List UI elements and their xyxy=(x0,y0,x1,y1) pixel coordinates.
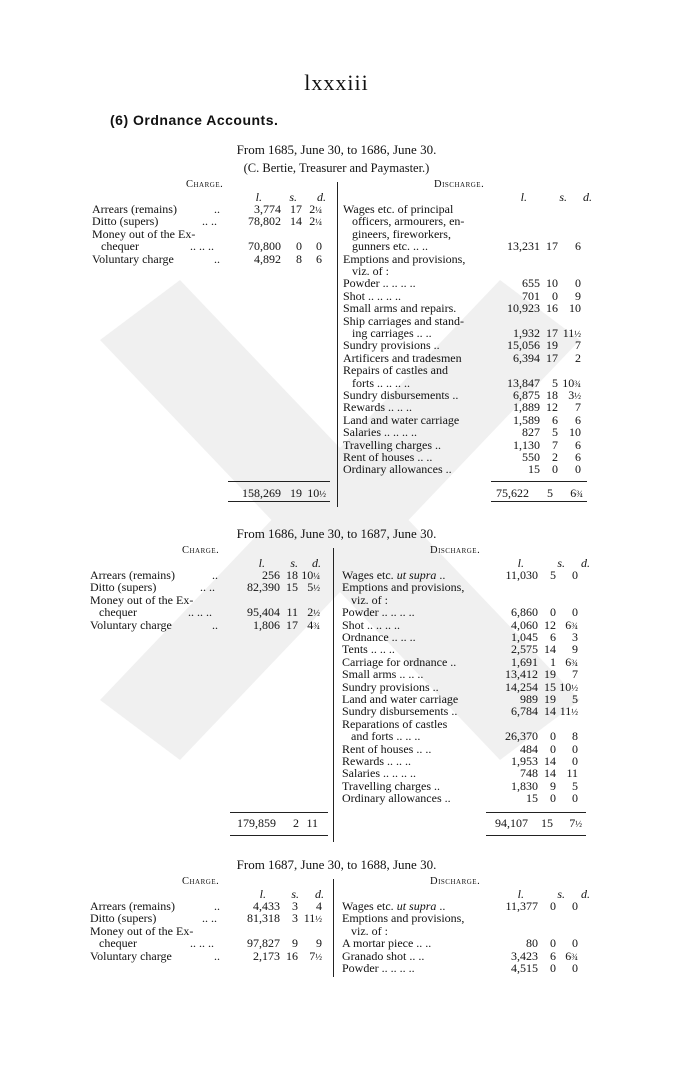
amount-pence: 7 xyxy=(575,400,581,415)
amount-pence: 3 xyxy=(572,630,578,644)
amount-pounds: 655 xyxy=(522,276,540,291)
leader-dots: .. .. xyxy=(202,214,217,229)
discharge-label: Tents .. .. .. xyxy=(342,642,395,657)
discharge-row xyxy=(0,228,673,241)
discharge-row xyxy=(0,253,673,266)
amount-pounds: 15,056 xyxy=(507,338,540,353)
discharge-label: officers, armourers, en- xyxy=(343,214,465,229)
total-pence: 7½ xyxy=(569,816,582,830)
leader-dots: .. xyxy=(214,251,220,266)
charge-label: Money out of the Ex- xyxy=(92,226,196,241)
discharge-row xyxy=(0,302,673,315)
discharge-label: Repairs of castles and xyxy=(343,363,448,378)
leader-dots: .. .. .. xyxy=(190,936,214,951)
charge-label: Ditto (supers) xyxy=(90,580,157,595)
amount-pence: 7½ xyxy=(309,948,322,963)
amount-shillings: 7 xyxy=(552,437,558,452)
total-pounds: 94,107 xyxy=(495,816,528,830)
amount-pounds: 4,433 xyxy=(253,899,280,913)
amount-pence: 6¾ xyxy=(565,654,578,669)
discharge-heading: Discharge. xyxy=(434,179,485,190)
amount-pounds: 1,953 xyxy=(511,754,538,768)
amount-pounds: 82,390 xyxy=(247,580,280,595)
amount-shillings: 6 xyxy=(550,630,556,644)
discharge-label: Wages etc. ut supra .. xyxy=(342,568,446,582)
amount-pence: 2 xyxy=(575,350,581,365)
charge-label: Voluntary charge xyxy=(90,948,172,963)
amount-pence: 6 xyxy=(575,412,581,427)
discharge-row xyxy=(0,569,673,582)
charge-heading: Charge. xyxy=(182,876,220,887)
discharge-label: Sundry disbursements .. xyxy=(342,704,458,719)
amount-shillings: 15 xyxy=(286,580,298,595)
amount-pence: 11½ xyxy=(559,704,578,719)
amount-pence: 0 xyxy=(572,754,578,768)
discharge-row xyxy=(0,215,673,228)
amount-pence: 2½ xyxy=(307,605,320,620)
discharge-row xyxy=(0,426,673,439)
charge-heading: Charge. xyxy=(182,545,220,556)
total-shillings: 15 xyxy=(541,816,553,830)
amount-pence: 10¼ xyxy=(301,568,320,582)
amount-pounds: 989 xyxy=(520,692,538,706)
amount-pence: 11½ xyxy=(303,911,322,926)
total-shillings: 2 xyxy=(293,816,299,830)
charge-label: Arrears (remains) xyxy=(90,568,175,582)
amount-shillings: 17 xyxy=(286,617,298,632)
amount-shillings: 1 xyxy=(550,654,556,669)
amount-pounds: 4,060 xyxy=(511,617,538,632)
discharge-label: viz. of : xyxy=(342,923,388,938)
amount-shillings: 15 xyxy=(544,679,556,694)
amount-pence: 0 xyxy=(572,605,578,620)
discharge-label: Ordinary allowances .. xyxy=(342,791,451,806)
amount-pence: 10 xyxy=(569,301,581,316)
discharge-row xyxy=(0,912,673,925)
discharge-label: Shot .. .. .. .. xyxy=(342,617,401,632)
discharge-label: Small arms and repairs. xyxy=(343,301,457,316)
amount-pounds: 3,423 xyxy=(511,948,538,963)
discharge-total-rule-bottom xyxy=(491,501,587,502)
amount-shillings: 0 xyxy=(550,605,556,620)
period-heading: From 1687, June 30, to 1688, June 30. xyxy=(236,857,437,872)
discharge-label: Wages etc. ut supra .. xyxy=(342,899,446,913)
amount-pence: 4 xyxy=(316,899,322,913)
amount-shillings: 0 xyxy=(296,239,302,254)
amount-pence: 0 xyxy=(575,462,581,477)
amount-shillings: 5 xyxy=(552,375,558,390)
amount-pence: 0 xyxy=(575,276,581,291)
amount-pence: 6 xyxy=(575,239,581,254)
discharge-total-row xyxy=(0,487,673,500)
charge-label: Arrears (remains) xyxy=(90,899,175,913)
amount-pounds: 97,827 xyxy=(247,936,280,951)
amount-pence: 6¾ xyxy=(565,948,578,963)
amount-shillings: 6 xyxy=(550,948,556,963)
discharge-label: Sundry disbursements .. xyxy=(343,388,459,402)
amount-pence: 2¼ xyxy=(309,214,322,229)
amount-pounds: 1,130 xyxy=(513,437,540,452)
amount-pence: 0 xyxy=(572,961,578,975)
amount-pounds: 1,806 xyxy=(253,617,280,632)
amount-pounds: 15 xyxy=(526,791,538,806)
amount-pounds: 748 xyxy=(520,766,538,781)
amount-pounds: 1,589 xyxy=(513,412,540,427)
amount-shillings: 14 xyxy=(544,704,556,719)
discharge-total-row xyxy=(0,817,673,830)
charge-label: chequer xyxy=(92,239,139,254)
discharge-row xyxy=(0,900,673,913)
total-pounds: 75,622 xyxy=(496,486,529,500)
amount-pence: 8 xyxy=(572,729,578,744)
amount-pounds: 2,173 xyxy=(253,948,280,963)
discharge-row xyxy=(0,643,673,656)
discharge-row xyxy=(0,203,673,216)
amount-pounds: 1,889 xyxy=(513,400,540,415)
discharge-label: Reparations of castles xyxy=(342,716,448,731)
amount-pence: 5 xyxy=(572,692,578,706)
amount-shillings: 9 xyxy=(550,778,556,793)
discharge-row xyxy=(0,352,673,365)
amount-pence: 0 xyxy=(572,899,578,913)
amount-pounds: 13,847 xyxy=(507,375,540,390)
charge-label: Voluntary charge xyxy=(90,617,172,632)
amount-shillings: 12 xyxy=(546,400,558,415)
amount-shillings: 3 xyxy=(292,899,298,913)
amount-shillings: 0 xyxy=(552,288,558,303)
discharge-row xyxy=(0,389,673,402)
amount-shillings: 19 xyxy=(546,338,558,353)
discharge-label: Rent of houses .. .. xyxy=(343,450,433,464)
amount-pounds: 78,802 xyxy=(248,214,281,229)
total-pence: 10½ xyxy=(307,486,326,500)
amount-pence: 5½ xyxy=(307,580,320,595)
charge-label: chequer xyxy=(90,936,137,951)
discharge-label: Salaries .. .. .. .. xyxy=(342,766,416,781)
amount-pounds: 11,030 xyxy=(505,568,538,582)
amount-pounds: 1,045 xyxy=(511,630,538,644)
amount-pounds: 13,412 xyxy=(505,667,538,682)
amount-pounds: 3,774 xyxy=(254,202,281,216)
amount-shillings: 2 xyxy=(552,450,558,464)
discharge-label: Shot .. .. .. .. xyxy=(343,288,402,303)
discharge-label: Artificers and tradesmen xyxy=(343,350,462,365)
amount-pence: 6 xyxy=(575,450,581,464)
amount-shillings: 8 xyxy=(296,251,302,266)
discharge-label: Land and water carriage xyxy=(342,692,459,706)
amount-shillings: 16 xyxy=(286,948,298,963)
discharge-row xyxy=(0,693,673,706)
amount-pounds: 26,370 xyxy=(505,729,538,744)
amount-shillings: 17 xyxy=(546,239,558,254)
discharge-label: Sundry provisions .. xyxy=(342,679,439,694)
charge-total-rule-bottom xyxy=(228,501,330,502)
charge-label: Ditto (supers) xyxy=(90,911,157,926)
discharge-row xyxy=(0,937,673,950)
discharge-label: Small arms .. .. .. xyxy=(342,667,424,682)
amount-pence: 3½ xyxy=(568,388,581,402)
charge-total-rule xyxy=(228,481,330,482)
total-pence: 11 xyxy=(306,816,318,830)
discharge-label: forts .. .. .. .. xyxy=(343,375,410,390)
discharge-total-rule-bottom xyxy=(486,835,586,836)
discharge-label: Emptions and provisions, xyxy=(343,251,466,266)
amount-pence: 11 xyxy=(566,766,578,781)
amount-shillings: 12 xyxy=(544,617,556,632)
discharge-label: Wages etc. of principal xyxy=(343,202,454,216)
amount-shillings: 14 xyxy=(544,754,556,768)
amount-pence: 11½ xyxy=(562,326,581,340)
discharge-heading: Discharge. xyxy=(430,876,481,887)
section-title: (6) Ordnance Accounts. xyxy=(110,112,279,128)
discharge-label: gineers, fireworkers, xyxy=(343,226,451,241)
leader-dots: .. .. .. xyxy=(188,605,212,620)
discharge-label: Emptions and provisions, xyxy=(342,580,465,595)
amount-shillings: 11 xyxy=(286,605,298,620)
amount-shillings: 0 xyxy=(552,462,558,477)
charge-total-rule-bottom xyxy=(230,835,328,836)
amount-pounds: 6,860 xyxy=(511,605,538,620)
amount-pence: 10 xyxy=(569,425,581,440)
amount-pounds: 550 xyxy=(522,450,540,464)
amount-pounds: 1,932 xyxy=(513,326,540,340)
amount-pence: 0 xyxy=(572,936,578,951)
discharge-row xyxy=(0,439,673,452)
amount-shillings: 19 xyxy=(544,692,556,706)
total-pounds: 179,859 xyxy=(237,816,276,830)
total-pounds: 158,269 xyxy=(242,486,281,500)
discharge-label: viz. of : xyxy=(343,264,389,278)
amount-pounds: 701 xyxy=(522,288,540,303)
amount-pence: 6 xyxy=(575,437,581,452)
discharge-row xyxy=(0,265,673,278)
discharge-label: Ordinary allowances .. xyxy=(343,462,452,477)
amount-pence: 6 xyxy=(316,251,322,266)
amount-pounds: 80 xyxy=(526,936,538,951)
discharge-label: A mortar piece .. .. xyxy=(342,936,432,951)
amount-pounds: 13,231 xyxy=(507,239,540,254)
amount-pounds: 14,254 xyxy=(505,679,538,694)
amount-pence: 0 xyxy=(572,568,578,582)
amount-pounds: 484 xyxy=(520,741,538,756)
discharge-label: Powder .. .. .. .. xyxy=(342,605,415,620)
discharge-row xyxy=(0,463,673,476)
discharge-total-rule xyxy=(486,812,586,813)
discharge-label: Ordnance .. .. .. xyxy=(342,630,416,644)
leader-dots: .. xyxy=(214,948,220,963)
amount-pence: 9 xyxy=(575,288,581,303)
amount-pounds: 4,892 xyxy=(254,251,281,266)
discharge-label: ing carriages .. .. xyxy=(343,326,432,340)
amount-shillings: 19 xyxy=(544,667,556,682)
discharge-label: Ship carriages and stand- xyxy=(343,313,464,328)
discharge-label: viz. of : xyxy=(342,592,388,607)
amount-shillings: 16 xyxy=(546,301,558,316)
leader-dots: .. xyxy=(212,568,218,582)
discharge-label: Powder .. .. .. .. xyxy=(342,961,415,975)
leader-dots: .. xyxy=(214,202,220,216)
total-pence: 6¾ xyxy=(570,486,583,500)
discharge-label: Emptions and provisions, xyxy=(342,911,465,926)
amount-pounds: 6,394 xyxy=(513,350,540,365)
discharge-row xyxy=(0,606,673,619)
charge-total-rule xyxy=(230,812,328,813)
treasurer-note: (C. Bertie, Treasurer and Paymaster.) xyxy=(243,161,430,175)
period-heading: From 1685, June 30, to 1686, June 30. xyxy=(236,142,437,157)
amount-shillings: 10 xyxy=(546,276,558,291)
amount-pence: 0 xyxy=(572,741,578,756)
amount-pence: 7 xyxy=(572,667,578,682)
discharge-label: Land and water carriage xyxy=(343,412,460,427)
discharge-row xyxy=(0,240,673,253)
charge-heading: Charge. xyxy=(186,179,224,190)
discharge-row xyxy=(0,581,673,594)
discharge-label: Powder .. .. .. .. xyxy=(343,276,416,291)
amount-pence: 10¾ xyxy=(562,375,581,390)
amount-shillings: 17 xyxy=(546,350,558,365)
discharge-label: Sundry provisions .. xyxy=(343,338,440,353)
discharge-label: Travelling charges .. xyxy=(343,437,441,452)
amount-pounds: 15 xyxy=(528,462,540,477)
amount-shillings: 14 xyxy=(290,214,302,229)
amount-pounds: 11,377 xyxy=(505,899,538,913)
amount-shillings: 0 xyxy=(550,936,556,951)
amount-pounds: 10,923 xyxy=(507,301,540,316)
amount-shillings: 0 xyxy=(550,741,556,756)
amount-pence: 6¾ xyxy=(565,617,578,632)
discharge-total-rule xyxy=(491,481,587,482)
discharge-label: Rent of houses .. .. xyxy=(342,741,432,756)
amount-pence: 2¼ xyxy=(309,202,322,216)
amount-shillings: 14 xyxy=(544,642,556,657)
amount-pounds: 2,575 xyxy=(511,642,538,657)
amount-shillings: 0 xyxy=(550,791,556,806)
charge-label: Money out of the Ex- xyxy=(90,923,194,938)
discharge-row xyxy=(0,277,673,290)
discharge-label: Rewards .. .. .. xyxy=(343,400,412,415)
discharge-row xyxy=(0,401,673,414)
total-shillings: 19 xyxy=(290,486,302,500)
page-number: lxxxiii xyxy=(304,70,369,95)
charge-label: Ditto (supers) xyxy=(92,214,159,229)
amount-shillings: 3 xyxy=(292,911,298,926)
amount-pounds: 827 xyxy=(522,425,540,440)
charge-label: chequer xyxy=(90,605,137,620)
period-heading: From 1686, June 30, to 1687, June 30. xyxy=(236,526,437,541)
amount-shillings: 18 xyxy=(286,568,298,582)
charge-label: Voluntary charge xyxy=(92,251,174,266)
discharge-label: Rewards .. .. .. xyxy=(342,754,411,768)
leader-dots: .. .. xyxy=(202,911,217,926)
amount-pence: 7 xyxy=(575,338,581,353)
amount-shillings: 0 xyxy=(550,899,556,913)
amount-pence: 5 xyxy=(572,778,578,793)
total-shillings: 5 xyxy=(547,486,553,500)
amount-pence: 9 xyxy=(572,642,578,657)
discharge-row xyxy=(0,792,673,805)
amount-pounds: 6,784 xyxy=(511,704,538,719)
amount-pounds: 81,318 xyxy=(247,911,280,926)
amount-pounds: 70,800 xyxy=(248,239,281,254)
leader-dots: .. .. xyxy=(200,580,215,595)
discharge-label: Granado shot .. .. xyxy=(342,948,425,963)
discharge-row xyxy=(0,705,673,718)
amount-shillings: 0 xyxy=(550,961,556,975)
discharge-row xyxy=(0,339,673,352)
amount-pounds: 1,830 xyxy=(511,778,538,793)
discharge-row xyxy=(0,327,673,340)
amount-pounds: 256 xyxy=(262,568,280,582)
amount-pence: 4¾ xyxy=(307,617,320,632)
charge-label: Money out of the Ex- xyxy=(90,592,194,607)
amount-shillings: 6 xyxy=(552,412,558,427)
discharge-label: and forts .. .. .. xyxy=(342,729,421,744)
leader-dots: .. .. .. xyxy=(190,239,214,254)
amount-pounds: 95,404 xyxy=(247,605,280,620)
discharge-label: gunners etc. .. .. xyxy=(343,239,428,254)
amount-shillings: 18 xyxy=(546,388,558,402)
amount-shillings: 17 xyxy=(546,326,558,340)
discharge-heading: Discharge. xyxy=(430,545,481,556)
discharge-row xyxy=(0,451,673,464)
leader-dots: .. xyxy=(214,899,220,913)
discharge-label: Carriage for ordnance .. xyxy=(342,654,457,669)
leader-dots: .. xyxy=(212,617,218,632)
amount-pence: 0 xyxy=(316,239,322,254)
discharge-row xyxy=(0,668,673,681)
amount-pounds: 4,515 xyxy=(511,961,538,975)
discharge-label: Travelling charges .. xyxy=(342,778,440,793)
amount-shillings: 5 xyxy=(550,568,556,582)
amount-shillings: 9 xyxy=(292,936,298,951)
discharge-row xyxy=(0,962,673,975)
amount-shillings: 0 xyxy=(550,729,556,744)
amount-pence: 0 xyxy=(572,791,578,806)
amount-shillings: 5 xyxy=(552,425,558,440)
amount-pounds: 1,691 xyxy=(511,654,538,669)
amount-pence: 10½ xyxy=(559,679,578,694)
charge-label: Arrears (remains) xyxy=(92,202,177,216)
amount-pence: 9 xyxy=(316,936,322,951)
amount-pounds: 6,875 xyxy=(513,388,540,402)
amount-shillings: 17 xyxy=(290,202,302,216)
amount-shillings: 14 xyxy=(544,766,556,781)
discharge-label: Salaries .. .. .. .. xyxy=(343,425,417,440)
